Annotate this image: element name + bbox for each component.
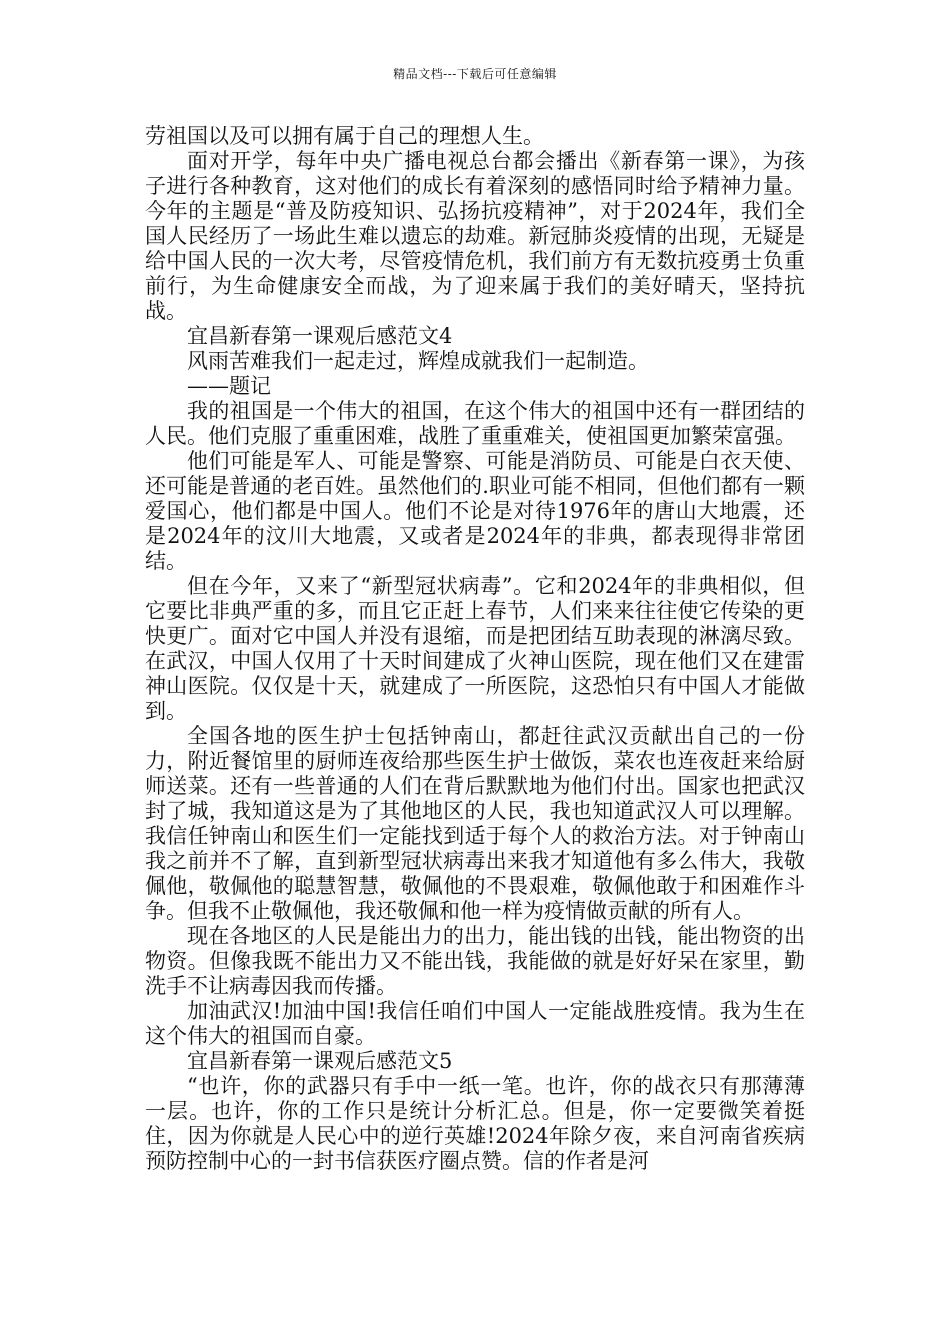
section-heading-5: 宜昌新春第一课观后感范文5 [187, 1049, 453, 1073]
paragraph: 现在各地区的人民是能出力的出力，能出钱的出钱，能出物资的出物资。但像我既不能出力又不能出钱，我能做的就是好好呆在家里，勤洗手不让病毒因我而传播。 [145, 924, 805, 998]
paragraph: 他们可能是军人、可能是警察、可能是消防员、可能是白衣天使、还可能是普通的老百姓。虽然他们的.职业可能不相同，但他们都有一颗爱国心，他们都是中国人。他们不论是对待1976年的唐山大地震，还是2024年的汶川大地震，又或者是2024年的非典，都表现得非常团结。 [145, 449, 805, 573]
page-header: 精品文档---下载后可任意编辑 [393, 67, 557, 81]
epigraph-attribution: ——题记 [187, 374, 271, 398]
section-heading-4: 宜昌新春第一课观后感范文4 [187, 324, 453, 348]
paragraph: 全国各地的医生护士包括钟南山，都赶往武汉贡献出自己的一份力，附近餐馆里的厨师连夜给那些医生护士做饭，菜农也连夜赶来给厨师送菜。还有一些普通的人们在背后默默地为他们付出。国家也把武汉封了城，我知道这是为了其他地区的人民，我也知道武汉人可以理解。我信任钟南山和医生们一定能找到适于每个人的救治方法。对于钟南山我之前并不了解，直到新型冠状病毒出来我才知道他有多么伟大，我敬佩他，敬佩他的聪慧智慧，敬佩他的不畏艰难，敬佩他敢于和困难作斗争。但我不止敬佩他，我还敬佩和他一样为疫情做贡献的所有人。 [145, 724, 805, 923]
paragraph: 面对开学，每年中央广播电视总台都会播出《新春第一课》，为孩子进行各种教育，这对他们的成长有着深刻的感悟同时给予精神力量。今年的主题是“普及防疫知识、弘扬抗疫精神”，对于2024年，我们全国人民经历了一场此生难以遗忘的劫难。新冠肺炎疫情的出现，无疑是给中国人民的一次大考，尽管疫情危机，我们前方有无数抗疫勇士负重前行，为生命健康安全而战，为了迎来属于我们的美好晴天，坚持抗战。 [145, 149, 805, 323]
paragraph: 加油武汉!加油中国!我信任咱们中国人一定能战胜疫情。我为生在这个伟大的祖国而自豪。 [145, 999, 805, 1048]
paragraph: 我的祖国是一个伟大的祖国，在这个伟大的祖国中还有一群团结的人民。他们克服了重重困难，战胜了重重难关，使祖国更加繁荣富强。 [145, 399, 805, 448]
document-body [145, 124, 805, 1174]
paragraph-continuation: 劳祖国以及可以拥有属于自己的理想人生。 [145, 124, 544, 148]
epigraph: 风雨苦难我们一起走过，辉煌成就我们一起制造。 [187, 349, 649, 373]
paragraph: “也许，你的武器只有手中一纸一笔。也许，你的战衣只有那薄薄一层。也许，你的工作只是统计分析汇总。但是，你一定要微笑着挺住，因为你就是人民心中的逆行英雄!2024年除夕夜，来自河南省疾病预防控制中心的一封书信获医疗圈点赞。信的作者是河 [145, 1074, 805, 1173]
paragraph: 但在今年，又来了“新型冠状病毒”。它和2024年的非典相似，但它要比非典严重的多，而且它正赶上春节，人们来来往往使它传染的更快更广。面对它中国人并没有退缩，而是把团结互助表现的淋漓尽致。在武汉，中国人仅用了十天时间建成了火神山医院，现在他们又在建雷神山医院。仅仅是十天，就建成了一所医院，这恐怕只有中国人才能做到。 [145, 574, 805, 723]
